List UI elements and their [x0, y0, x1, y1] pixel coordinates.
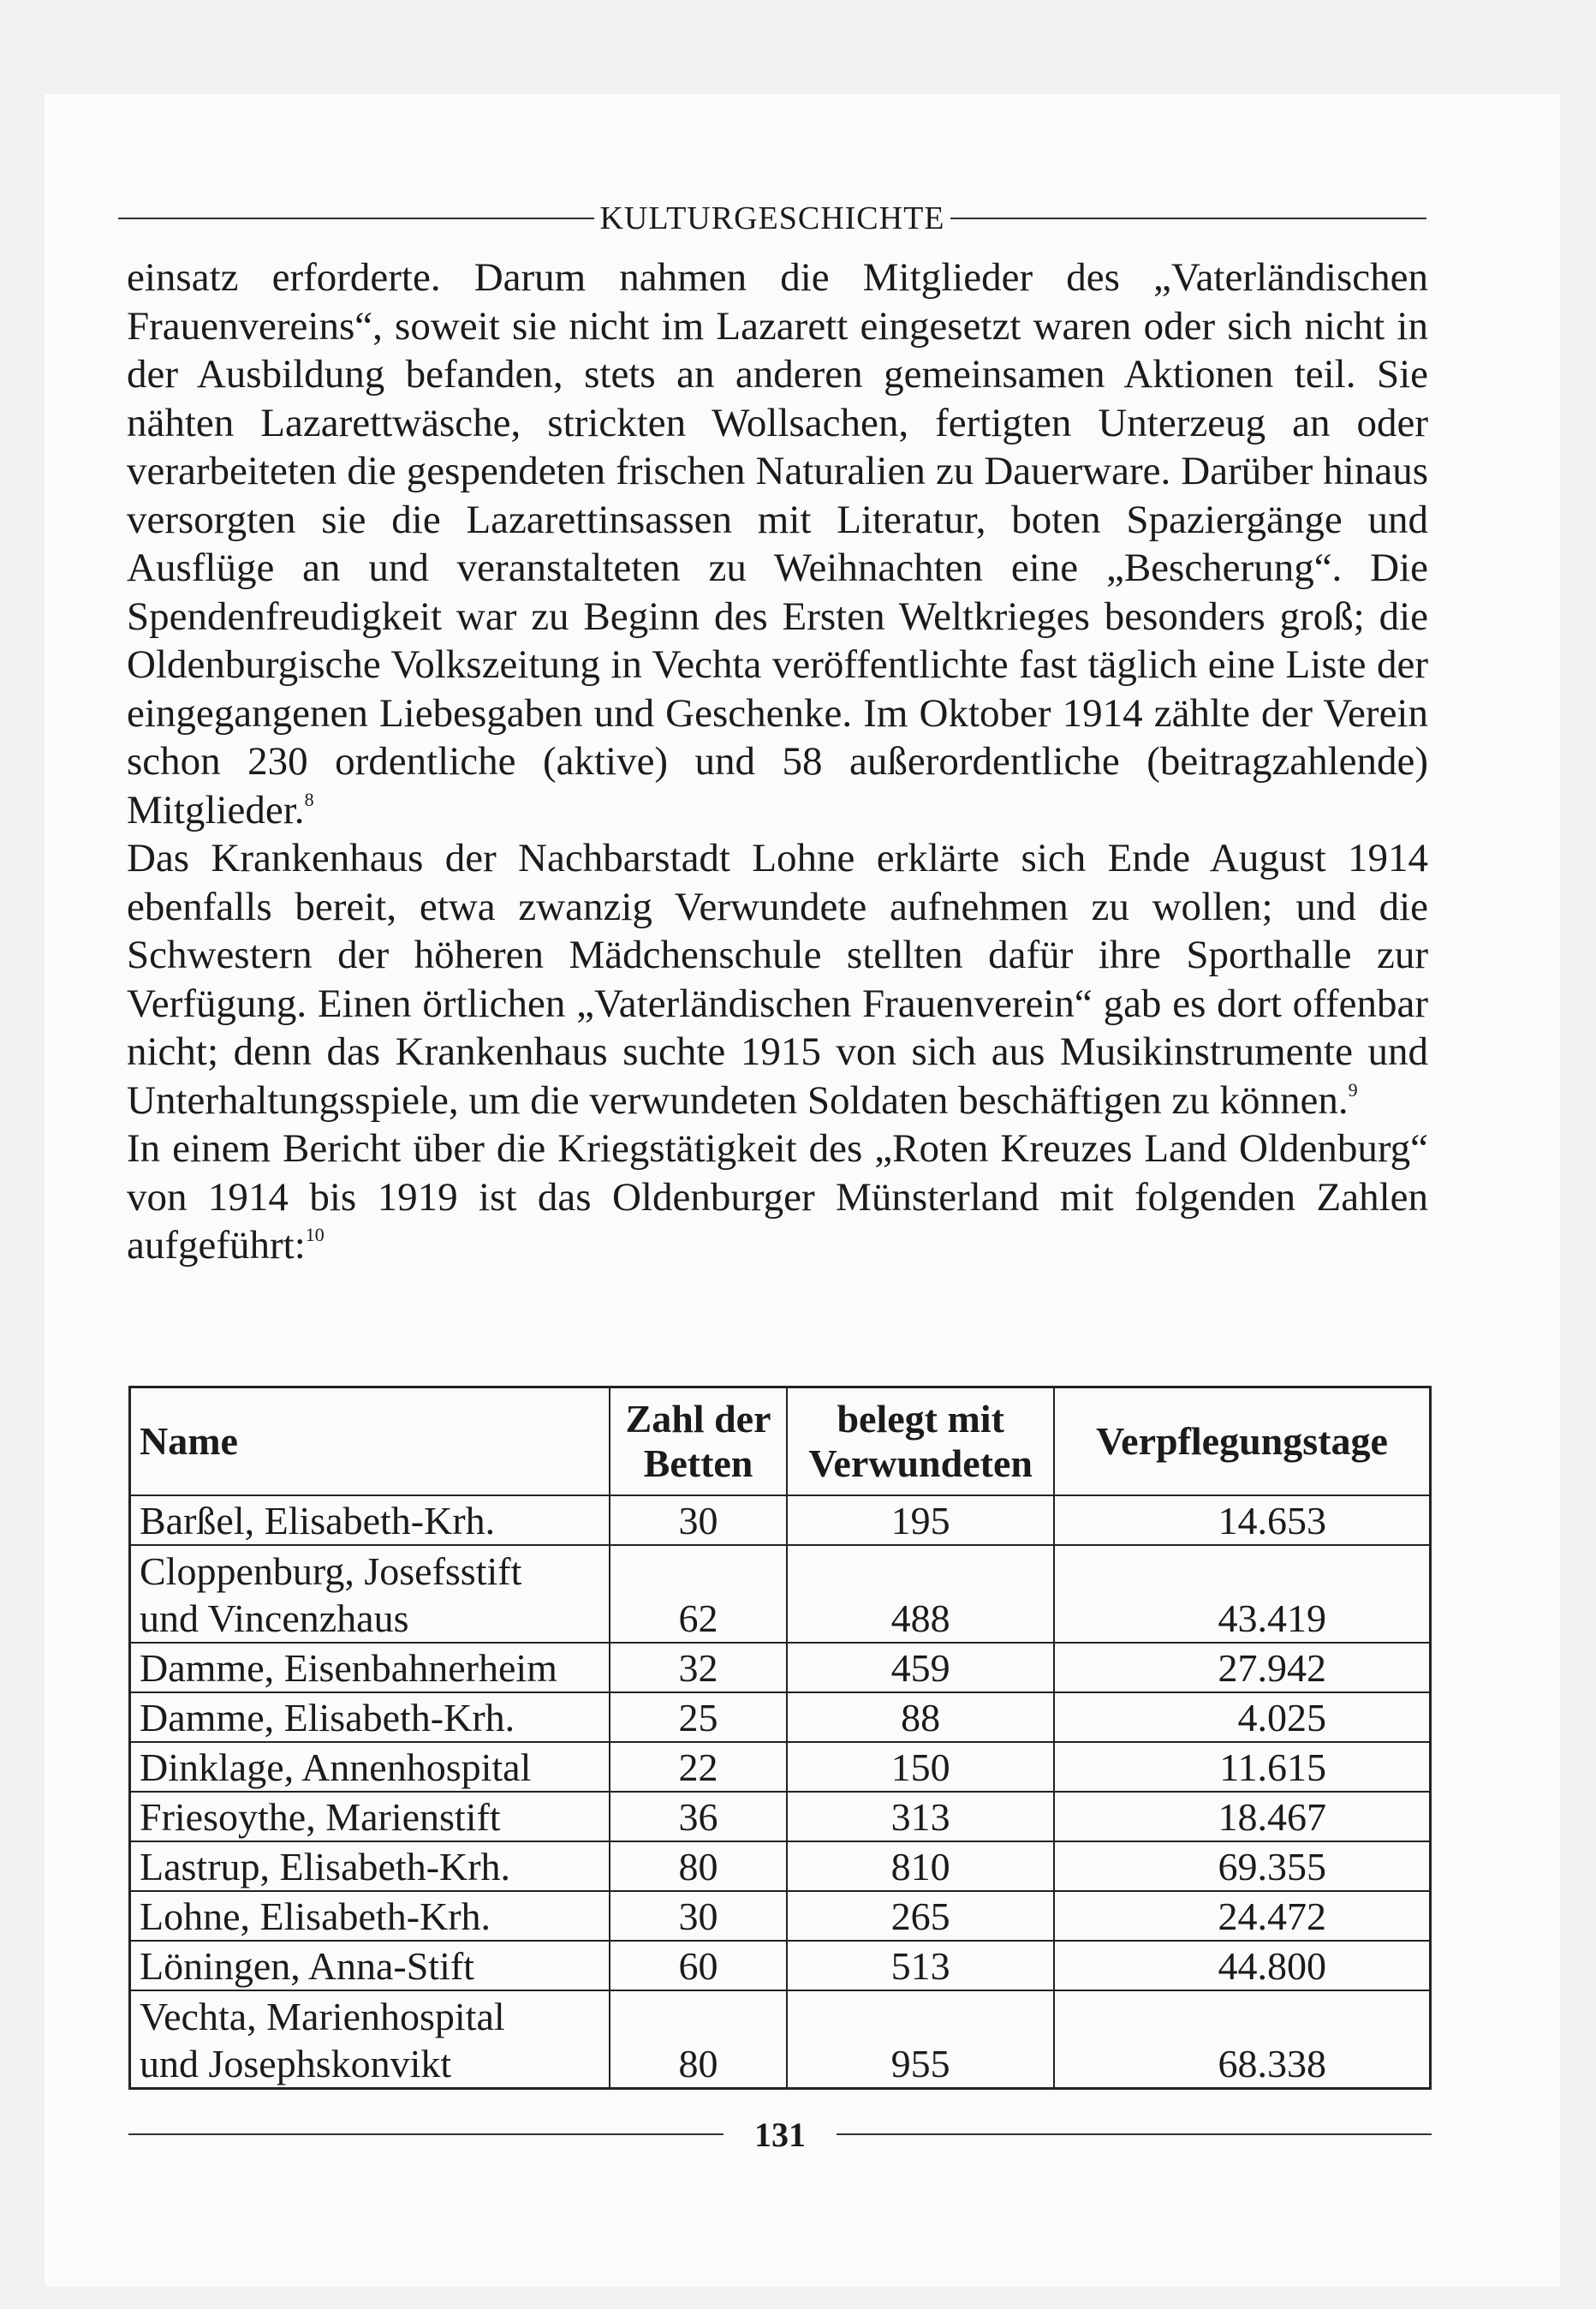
table-row	[130, 1495, 1431, 1545]
table-row	[130, 1990, 1431, 2089]
footnote-ref-10: 10	[305, 1224, 325, 1245]
cell-wounded: 88	[787, 1692, 1054, 1742]
cell-days: 69.355	[1054, 1841, 1430, 1891]
cell-wounded: 265	[787, 1891, 1054, 1941]
col-header-beds-line1: Zahl der	[625, 1397, 771, 1441]
cell-name: Löningen, Anna-Stift	[130, 1941, 610, 1990]
col-header-wounded	[787, 1387, 1054, 1496]
cell-beds: 30	[610, 1891, 788, 1941]
cell-name: Lastrup, Elisabeth-Krh.	[130, 1841, 610, 1891]
footer-rule-left	[128, 2133, 724, 2135]
running-header	[118, 193, 1426, 244]
cell-name-line1: Vechta, Marienhospital	[140, 1995, 505, 2038]
cell-wounded: 150	[787, 1742, 1054, 1792]
paragraph-3-text: In einem Bericht über die Kriegstätigkeit des „Roten Kreuzes Land Oldenburg“ von 1914 bis 1919 ist das Oldenburger Münsterland mit folgenden Zahlen aufgeführt:	[127, 1126, 1428, 1268]
cell-beds: 60	[610, 1941, 788, 1990]
cell-wounded: 488	[787, 1545, 1054, 1643]
cell-wounded: 313	[787, 1792, 1054, 1841]
cell-name-line1: Cloppenburg, Josefsstift	[140, 1549, 522, 1593]
cell-name: Damme, Elisabeth-Krh.	[130, 1692, 610, 1742]
cell-days: 68.338	[1054, 1990, 1430, 2089]
table-row	[130, 1941, 1431, 1990]
cell-wounded: 810	[787, 1841, 1054, 1891]
cell-beds: 80	[610, 1990, 788, 2089]
paragraph-1	[127, 254, 1428, 834]
cell-wounded: 513	[787, 1941, 1054, 1990]
cell-name-line2: und Josephskonvikt	[140, 2042, 452, 2085]
cell-name-line2: und Vincenzhaus	[140, 1596, 409, 1640]
page-footer	[128, 2109, 1432, 2160]
hospital-table	[128, 1386, 1432, 2090]
paragraph-3	[127, 1125, 1428, 1270]
col-header-beds	[610, 1387, 788, 1496]
body-text	[127, 254, 1428, 1270]
footer-rule-right	[837, 2133, 1432, 2135]
cell-name	[130, 1545, 610, 1643]
table-header-row	[130, 1387, 1431, 1496]
table-row	[130, 1692, 1431, 1742]
cell-days: 11.615	[1054, 1742, 1430, 1792]
table-row	[130, 1841, 1431, 1891]
col-header-wounded-line1: belegt mit	[837, 1397, 1004, 1441]
paragraph-2	[127, 834, 1428, 1125]
cell-beds: 22	[610, 1742, 788, 1792]
cell-name	[130, 1990, 610, 2089]
cell-days: 27.942	[1054, 1643, 1430, 1692]
cell-days: 44.800	[1054, 1941, 1430, 1990]
table-row	[130, 1545, 1431, 1643]
cell-name: Damme, Eisenbahnerheim	[130, 1643, 610, 1692]
cell-name: Friesoythe, Marienstift	[130, 1792, 610, 1841]
header-title: KULTURGESCHICHTE	[599, 200, 945, 236]
cell-wounded: 459	[787, 1643, 1054, 1692]
cell-name: Lohne, Elisabeth-Krh.	[130, 1891, 610, 1941]
page-number: 131	[754, 2115, 806, 2154]
col-header-name: Name	[130, 1387, 610, 1496]
cell-days: 24.472	[1054, 1891, 1430, 1941]
cell-name: Barßel, Elisabeth-Krh.	[130, 1495, 610, 1545]
cell-wounded: 955	[787, 1990, 1054, 2089]
cell-days: 43.419	[1054, 1545, 1430, 1643]
cell-beds: 32	[610, 1643, 788, 1692]
cell-wounded: 195	[787, 1495, 1054, 1545]
cell-beds: 25	[610, 1692, 788, 1742]
cell-days: 18.467	[1054, 1792, 1430, 1841]
cell-days: 14.653	[1054, 1495, 1430, 1545]
footnote-ref-8: 8	[304, 788, 314, 810]
paragraph-1-text: einsatz erforderte. Darum nahmen die Mitglieder des „Vaterländischen Frauenvereins“, soweit sie nicht im Lazarett eingesetzt waren oder sich nicht in der Ausbildung befanden, stets an anderen gemeinsamen Aktionen teil. Sie nähten Lazarettwäsche, strickten Wollsachen, fertigten Unterzeug an oder verarbeiteten die gespendeten frischen Naturalien zu Dauerware. Darüber hinaus versorgten sie die Lazarettinsassen mit Literatur, boten Spaziergänge und Ausflüge an und veranstalteten zu Weihnachten eine „Bescherung“. Die Spendenfreudigkeit war zu Beginn des Ersten Weltkrieges besonders groß; die Oldenburgische Volkszeitung in Vechta veröffentlichte fast täglich eine Liste der eingegangenen Liebesgaben und Geschenke. Im Oktober 1914 zählte der Verein schon 230 ordentliche (aktive) und 58 außerordentliche (beitragzahlende) Mitglieder.	[127, 255, 1428, 832]
header-rule-left	[118, 218, 594, 219]
cell-name: Dinklage, Annenhospital	[130, 1742, 610, 1792]
cell-beds: 30	[610, 1495, 788, 1545]
cell-days: 4.025	[1054, 1692, 1430, 1742]
table-row	[130, 1891, 1431, 1941]
cell-beds: 80	[610, 1841, 788, 1891]
col-header-wounded-line2: Verwundeten	[808, 1441, 1033, 1485]
table-row	[130, 1792, 1431, 1841]
col-header-days: Verpflegungstage	[1054, 1387, 1430, 1496]
footnote-ref-9: 9	[1348, 1078, 1358, 1101]
header-rule-right	[950, 218, 1426, 219]
col-header-beds-line2: Betten	[643, 1441, 753, 1485]
table-row	[130, 1742, 1431, 1792]
paragraph-2-text: Das Krankenhaus der Nachbarstadt Lohne erklärte sich Ende August 1914 ebenfalls bereit, etwa zwanzig Verwundete aufnehmen zu wollen; und die Schwestern der höheren Mädchenschule stellten dafür ihre Sporthalle zur Verfügung. Einen örtlichen „Vaterländischen Frauenverein“ gab es dort offenbar nicht; denn das Krankenhaus suchte 1915 von sich aus Musikinstrumente und Unterhaltungsspiele, um die verwundeten Soldaten beschäftigen zu können.	[127, 836, 1428, 1123]
cell-beds: 62	[610, 1545, 788, 1643]
table-row	[130, 1643, 1431, 1692]
cell-beds: 36	[610, 1792, 788, 1841]
